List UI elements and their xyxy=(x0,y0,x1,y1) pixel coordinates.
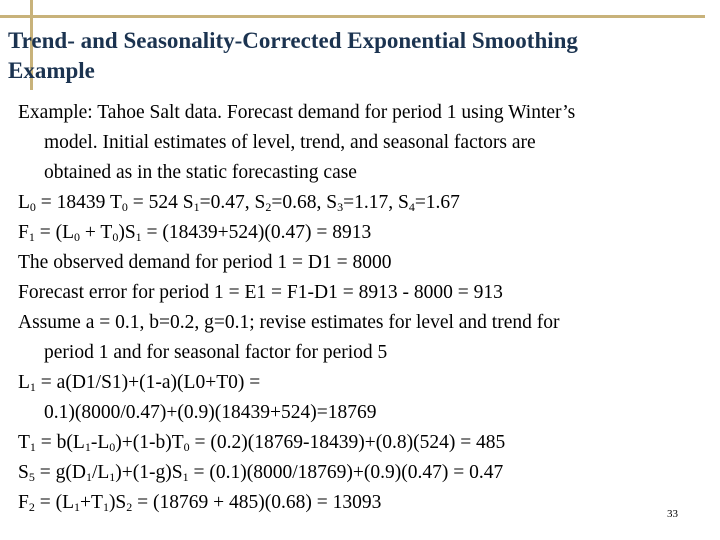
level-value: = 18439 xyxy=(35,192,110,213)
s5-result: = (0.1)(8000/18769)+(0.9)(0.47) = 0.47 xyxy=(188,462,504,483)
intro-line-1: Example: Tahoe Salt data. Forecast demand for period 1 using Winter’s xyxy=(18,102,576,123)
l1-formula: = a(D1/S1)+(1-a)(L0+T0) = xyxy=(35,372,261,393)
seasonal-2-value: =0.68, xyxy=(271,192,327,213)
s5-part-d: )+(1-g)S xyxy=(115,462,183,483)
f1-part-b: = (L xyxy=(34,222,75,243)
level-subscript: 0 xyxy=(29,200,36,214)
f2-part-b: = (L xyxy=(34,492,75,513)
seasonal-4-value: =1.67 xyxy=(414,192,460,213)
s5-subscript-b: 1 xyxy=(85,470,92,484)
f2-subscript-d: 2 xyxy=(126,500,133,514)
t1-subscript: 1 xyxy=(29,440,36,454)
f1-part-d: )S xyxy=(118,222,136,243)
slide-title-line-1: Trend- and Seasonality-Corrected Exponential Smoothing xyxy=(8,28,578,53)
level-update-paragraph xyxy=(18,368,708,428)
seasonal-2-subscript: 2 xyxy=(265,200,272,214)
trend-update-line xyxy=(18,428,708,458)
t1-subscript-c: 0 xyxy=(109,440,116,454)
trend-value: = 524 xyxy=(127,192,183,213)
seasonal-3-subscript: 3 xyxy=(337,200,344,214)
t1-result: = (0.2)(18769-18439)+(0.8)(524) = 485 xyxy=(189,432,506,453)
f1-subscript-d: 1 xyxy=(135,230,142,244)
slide-title xyxy=(8,26,713,86)
assumption-paragraph xyxy=(18,308,708,368)
forecast-f2-line xyxy=(18,488,708,518)
seasonal-2-symbol: S xyxy=(254,192,266,213)
seasonal-3-symbol: S xyxy=(326,192,338,213)
assumption-line-2: period 1 and for seasonal factor for period 5 xyxy=(44,342,388,363)
seasonal-4-symbol: S xyxy=(397,192,409,213)
s5-subscript: 5 xyxy=(28,470,35,484)
forecast-error-line: Forecast error for period 1 = E1 = F1-D1 = 8913 - 8000 = 913 xyxy=(18,282,503,303)
intro-line-3: obtained as in the static forecasting case xyxy=(44,162,357,183)
decorative-horizontal-rule xyxy=(0,15,705,18)
f1-result: = (18439+524)(0.47) = 8913 xyxy=(141,222,372,243)
f1-subscript-c: 0 xyxy=(112,230,119,244)
assumption-line-1: Assume a = 0.1, b=0.2, g=0.1; revise estimates for level and trend for xyxy=(18,312,560,333)
f2-subscript: 2 xyxy=(28,500,35,514)
t1-subscript-d: 0 xyxy=(183,440,190,454)
s5-part-b: = g(D xyxy=(34,462,86,483)
level-symbol: L xyxy=(18,192,30,213)
forecast-f1-line xyxy=(18,218,708,248)
t1-part-d: )+(1-b)T xyxy=(115,432,184,453)
l1-result: 0.1)(8000/0.47)+(0.9)(18439+524)=18769 xyxy=(44,402,377,423)
intro-paragraph xyxy=(18,98,708,188)
f2-part-c: +T xyxy=(80,492,103,513)
slide-title-line-2: Example xyxy=(8,58,95,83)
t1-part-b: = b(L xyxy=(35,432,85,453)
seasonal-1-value: =0.47, xyxy=(199,192,255,213)
intro-line-2: model. Initial estimates of level, trend, and seasonal factors are xyxy=(44,132,536,153)
initial-estimates-line xyxy=(18,188,708,218)
s5-subscript-d: 1 xyxy=(182,470,189,484)
s5-subscript-c: 1 xyxy=(109,470,116,484)
l1-subscript: 1 xyxy=(29,380,36,394)
f1-symbol: F xyxy=(18,222,29,243)
seasonal-update-line xyxy=(18,458,708,488)
f2-symbol: F xyxy=(18,492,29,513)
seasonal-1-subscript: 1 xyxy=(193,200,200,214)
f1-subscript: 1 xyxy=(28,230,35,244)
f1-part-c: + T xyxy=(80,222,113,243)
seasonal-4-subscript: 4 xyxy=(408,200,415,214)
trend-subscript: 0 xyxy=(121,200,128,214)
trend-symbol: T xyxy=(109,192,122,213)
f2-result: = (18769 + 485)(0.68) = 13093 xyxy=(132,492,382,513)
seasonal-3-value: =1.17, xyxy=(343,192,398,213)
t1-symbol: T xyxy=(18,432,30,453)
l1-symbol: L xyxy=(18,372,30,393)
t1-subscript-b: 1 xyxy=(84,440,91,454)
observed-demand-line: The observed demand for period 1 = D1 = 8000 xyxy=(18,252,392,273)
f2-part-d: )S xyxy=(108,492,127,513)
slide-body xyxy=(18,98,708,518)
seasonal-1-symbol: S xyxy=(182,192,194,213)
t1-part-c: -L xyxy=(90,432,110,453)
f2-subscript-c: 1 xyxy=(102,500,109,514)
f1-subscript-b: 0 xyxy=(74,230,81,244)
f2-subscript-b: 1 xyxy=(74,500,81,514)
s5-symbol: S xyxy=(18,462,29,483)
s5-part-c: /L xyxy=(91,462,110,483)
page-number: 33 xyxy=(667,508,678,520)
